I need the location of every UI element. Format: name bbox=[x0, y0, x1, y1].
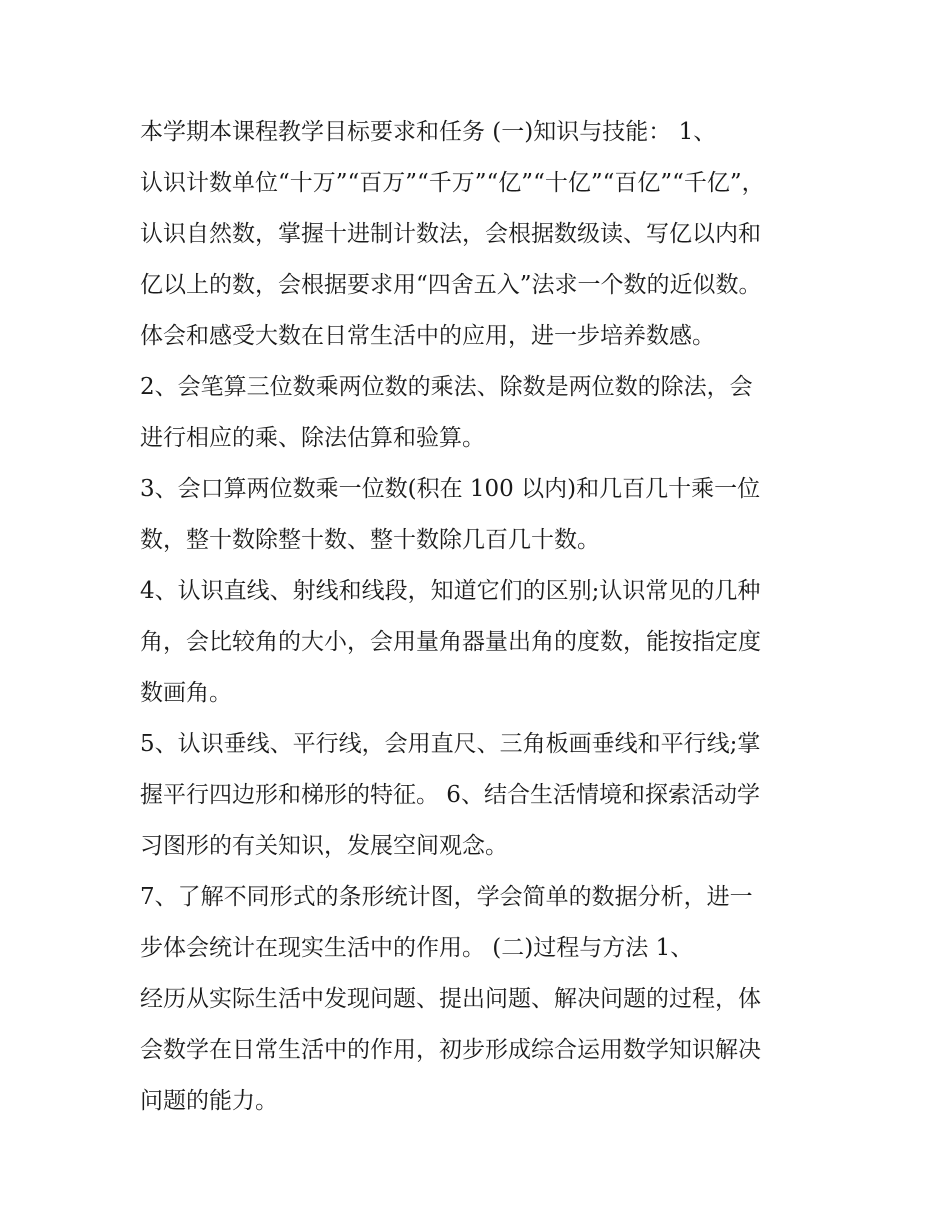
text-line: 步体会统计在现实生活中的作用。 (二)过程与方法 1、 bbox=[140, 935, 694, 961]
text-line: 4、认识直线、射线和线段，知道它们的区别;认识常见的几种 bbox=[140, 578, 761, 604]
text-line: 亿以上的数，会根据要求用“四舍五入”法求一个数的近似数。 bbox=[140, 272, 762, 298]
text-line: 7、了解不同形式的条形统计图，学会简单的数据分析，进一 bbox=[140, 884, 753, 910]
text-line: 角，会比较角的大小，会用量角器量出角的度数，能按指定度 bbox=[140, 629, 761, 655]
text-line: 3、会口算两位数乘一位数(积在 100 以内)和几百几十乘一位 bbox=[140, 476, 761, 502]
text-line: 进行相应的乘、除法估算和验算。 bbox=[140, 425, 485, 451]
text-line: 习图形的有关知识，发展空间观念。 bbox=[140, 833, 508, 859]
text-line: 问题的能力。 bbox=[140, 1088, 278, 1114]
text-line: 认识计数单位“十万”“百万”“千万”“亿”“十亿”“百亿”“千亿”， bbox=[140, 170, 765, 196]
text-line: 会数学在日常生活中的作用，初步形成综合运用数学知识解决 bbox=[140, 1037, 761, 1063]
text-line: 经历从实际生活中发现问题、提出问题、解决问题的过程，体 bbox=[140, 986, 761, 1012]
text-line: 认识自然数，掌握十进制计数法，会根据数级读、写亿以内和 bbox=[140, 221, 761, 247]
text-line: 握平行四边形和梯形的特征。 6、结合生活情境和探索活动学 bbox=[140, 782, 760, 808]
text-line: 2、会笔算三位数乘两位数的乘法、除数是两位数的除法，会 bbox=[140, 374, 753, 400]
document-body bbox=[140, 107, 820, 1127]
text-line: 数画角。 bbox=[140, 680, 232, 706]
text-line: 体会和感受大数在日常生活中的应用，进一步培养数感。 bbox=[140, 323, 715, 349]
text-line: 5、认识垂线、平行线，会用直尺、三角板画垂线和平行线;掌 bbox=[140, 731, 761, 757]
text-line: 本学期本课程教学目标要求和任务 (一)知识与技能： 1、 bbox=[140, 119, 717, 145]
text-line: 数，整十数除整十数、整十数除几百几十数。 bbox=[140, 527, 600, 553]
